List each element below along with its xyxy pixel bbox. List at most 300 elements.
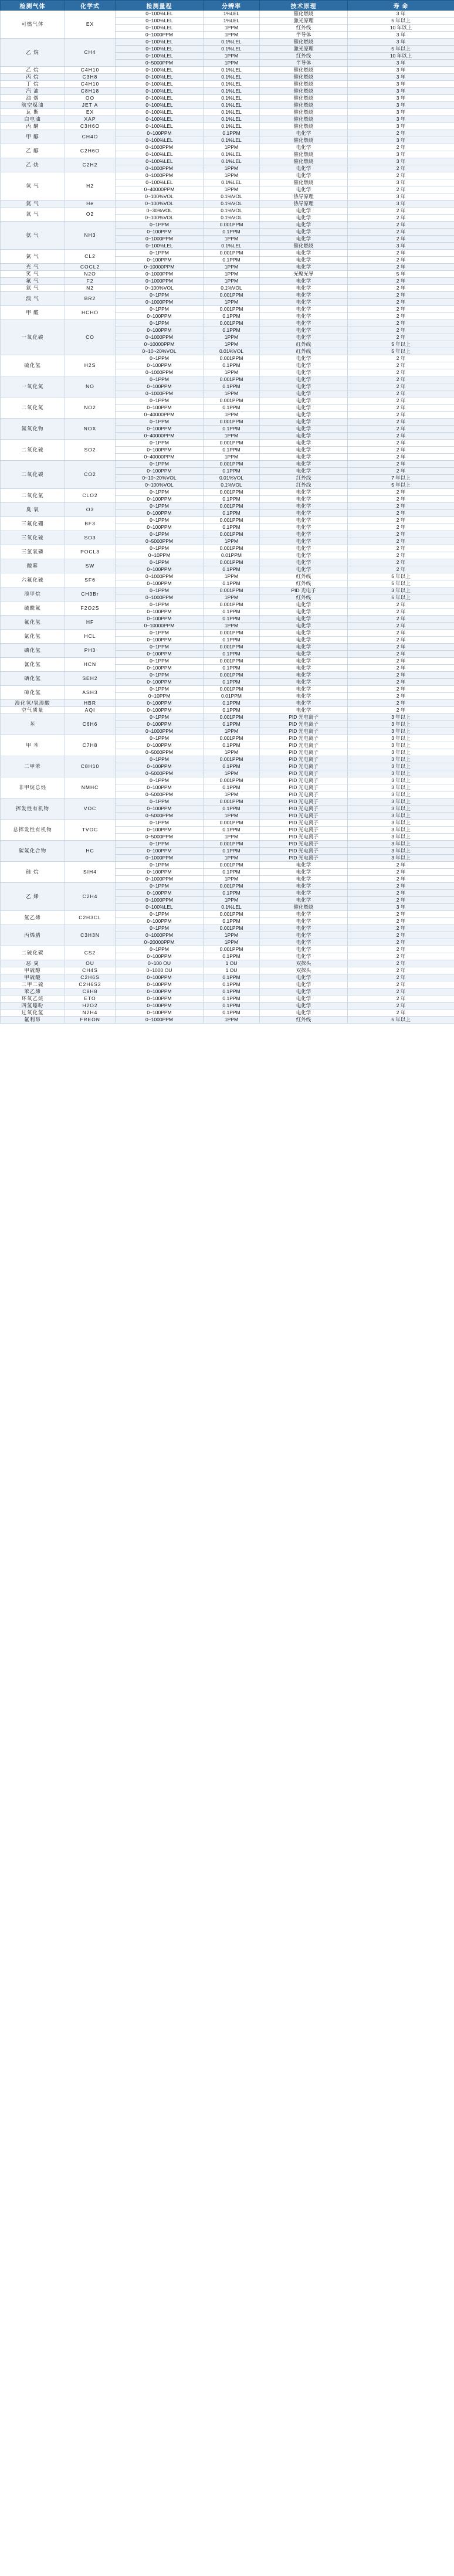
cell-chemical-formula: C3H6O (65, 123, 116, 130)
cell-chemical-formula: ETO (65, 995, 116, 1002)
cell-gas-name: 白电油 (1, 116, 65, 123)
cell-resolution: 0.001PPM (204, 461, 260, 468)
table-row (1, 102, 454, 109)
cell-range: 0~100%LEL (116, 74, 204, 81)
cell-resolution: 1PPM (204, 264, 260, 271)
cell-resolution: 0.1%LEL (204, 88, 260, 95)
cell-gas-name: 恶 臭 (1, 960, 65, 967)
cell-resolution: 0.1%LEL (204, 81, 260, 88)
cell-lifetime: 2 年 (348, 890, 454, 897)
cell-chemical-formula: C8H8 (65, 988, 116, 995)
cell-range: 0~100%LEL (116, 81, 204, 88)
cell-resolution: 1PPM (204, 834, 260, 841)
table-row (1, 820, 454, 827)
cell-resolution: 0.1%LEL (204, 67, 260, 74)
cell-resolution: 1PPM (204, 390, 260, 397)
cell-resolution: 0.1PPM (204, 362, 260, 369)
cell-technology: 电化学 (260, 700, 348, 707)
cell-gas-name: 油 烟 (1, 95, 65, 102)
cell-resolution: 0.1PPM (204, 229, 260, 236)
cell-gas-name: 三氟化硼 (1, 517, 65, 531)
cell-resolution: 0.001PPM (204, 862, 260, 869)
cell-technology: PID 光电离子 (260, 798, 348, 806)
cell-gas-name: 非甲烷总烃 (1, 777, 65, 798)
cell-resolution: 0.001PPM (204, 517, 260, 524)
cell-technology: 电化学 (260, 186, 348, 193)
cell-technology: 电化学 (260, 939, 348, 946)
table-row (1, 67, 454, 74)
cell-chemical-formula: ASH3 (65, 686, 116, 700)
cell-resolution: 0.1PPM (204, 510, 260, 517)
cell-range: 0~5000PPM (116, 538, 204, 545)
cell-technology: 电化学 (260, 665, 348, 672)
cell-technology: 电化学 (260, 496, 348, 503)
cell-range: 0~100PPM (116, 869, 204, 876)
cell-resolution: 1PPM (204, 25, 260, 32)
cell-lifetime: 10 年以上 (348, 53, 454, 60)
cell-lifetime: 2 年 (348, 383, 454, 390)
cell-technology: 电化学 (260, 693, 348, 700)
cell-range: 0~100PPM (116, 496, 204, 503)
cell-gas-name: 氯乙烯 (1, 911, 65, 925)
cell-chemical-formula: N2H4 (65, 1010, 116, 1017)
cell-gas-name: 碳氢化合物 (1, 841, 65, 862)
cell-gas-name: 氯化氢 (1, 630, 65, 644)
cell-range: 0~1PPM (116, 461, 204, 468)
cell-range: 0~1000PPM (116, 728, 204, 735)
cell-technology: 电化学 (260, 362, 348, 369)
cell-resolution: 0.01PPM (204, 552, 260, 559)
cell-technology: 电化学 (260, 215, 348, 222)
cell-gas-name: 六氟化硫 (1, 573, 65, 587)
cell-lifetime: 3 年 (348, 39, 454, 46)
cell-technology: 电化学 (260, 412, 348, 419)
cell-technology: 电化学 (260, 883, 348, 890)
cell-gas-name: 丁 烷 (1, 81, 65, 88)
cell-technology: 电化学 (260, 440, 348, 447)
cell-technology: 电化学 (260, 531, 348, 538)
cell-range: 0~100%LEL (116, 123, 204, 130)
cell-lifetime: 2 年 (348, 489, 454, 496)
cell-technology: 电化学 (260, 911, 348, 918)
table-row (1, 1010, 454, 1017)
cell-gas-name: 溴甲烷 (1, 587, 65, 601)
cell-lifetime: 2 年 (348, 257, 454, 264)
cell-resolution: 0.1%VOL (204, 215, 260, 222)
cell-resolution: 1PPM (204, 538, 260, 545)
cell-range: 0~1PPM (116, 292, 204, 299)
cell-resolution: 1PPM (204, 791, 260, 798)
cell-lifetime: 3 年以上 (348, 587, 454, 594)
cell-resolution: 0.1PPM (204, 869, 260, 876)
cell-lifetime: 3 年 (348, 11, 454, 18)
cell-range: 0~100%LEL (116, 11, 204, 18)
cell-lifetime: 2 年 (348, 707, 454, 714)
cell-lifetime: 2 年 (348, 461, 454, 468)
cell-resolution: 0.1PPM (204, 1010, 260, 1017)
cell-range: 0~1PPM (116, 419, 204, 426)
cell-range: 0~5000PPM (116, 791, 204, 798)
table-row (1, 573, 454, 580)
cell-range: 0~100PPM (116, 327, 204, 334)
cell-technology: 电化学 (260, 320, 348, 327)
cell-range: 0~100PPM (116, 229, 204, 236)
cell-lifetime: 3 年 (348, 158, 454, 165)
cell-lifetime: 3 年以上 (348, 735, 454, 742)
cell-lifetime: 2 年 (348, 236, 454, 243)
cell-gas-name: 氮氧化物 (1, 419, 65, 440)
cell-range: 0~1000PPM (116, 144, 204, 151)
cell-gas-name: 空气质量 (1, 707, 65, 714)
cell-technology: 红外线 (260, 53, 348, 60)
cell-range: 0~1PPM (116, 644, 204, 651)
cell-range: 0~100PPM (116, 995, 204, 1002)
cell-range: 0~100%VOL (116, 200, 204, 208)
cell-technology: 电化学 (260, 524, 348, 531)
cell-lifetime: 2 年 (348, 397, 454, 405)
cell-range: 0~100PPM (116, 580, 204, 587)
cell-technology: 电化学 (260, 334, 348, 341)
cell-range: 0~100PPM (116, 974, 204, 981)
cell-chemical-formula: H2 (65, 172, 116, 200)
cell-technology: 催化燃烧 (260, 243, 348, 250)
cell-lifetime: 2 年 (348, 869, 454, 876)
cell-range: 0~1PPM (116, 820, 204, 827)
cell-lifetime: 5 年以上 (348, 594, 454, 601)
cell-technology: 电化学 (260, 236, 348, 243)
cell-technology: 电化学 (260, 630, 348, 637)
cell-chemical-formula: C8H10 (65, 756, 116, 777)
cell-technology: PID 光电离子 (260, 735, 348, 742)
cell-lifetime: 2 年 (348, 278, 454, 285)
cell-technology: 电化学 (260, 953, 348, 960)
cell-technology: 电化学 (260, 503, 348, 510)
cell-chemical-formula: C8H18 (65, 88, 116, 95)
cell-chemical-formula: N2O (65, 271, 116, 278)
cell-range: 0~100PPM (116, 988, 204, 995)
cell-technology: PID 光电离子 (260, 806, 348, 813)
cell-resolution: 0.1PPM (204, 918, 260, 925)
cell-technology: 催化燃烧 (260, 179, 348, 186)
cell-lifetime: 3 年以上 (348, 791, 454, 798)
cell-gas-name: 四氢噻吩 (1, 1002, 65, 1010)
cell-technology: 电化学 (260, 306, 348, 313)
table-row (1, 672, 454, 679)
cell-technology: 激光原理 (260, 46, 348, 53)
cell-technology: 电化学 (260, 433, 348, 440)
cell-resolution: 0.1PPM (204, 637, 260, 644)
cell-resolution: 1PPM (204, 623, 260, 630)
cell-technology: 催化燃烧 (260, 109, 348, 116)
cell-resolution: 0.001PPM (204, 644, 260, 651)
cell-resolution: 0.1PPM (204, 447, 260, 454)
cell-chemical-formula: He (65, 200, 116, 208)
cell-gas-name: 乙 炔 (1, 158, 65, 172)
cell-range: 0~100PPM (116, 405, 204, 412)
cell-chemical-formula: BR2 (65, 292, 116, 306)
cell-lifetime: 3 年以上 (348, 841, 454, 848)
cell-lifetime: 2 年 (348, 524, 454, 531)
cell-resolution: 1PPM (204, 334, 260, 341)
cell-lifetime: 2 年 (348, 327, 454, 334)
table-header-row (1, 1, 454, 11)
cell-chemical-formula: SW (65, 559, 116, 573)
cell-technology: PID 光电离子 (260, 855, 348, 862)
cell-technology: PID 光电离子 (260, 763, 348, 770)
cell-range: 0~100PPM (116, 566, 204, 573)
table-row (1, 95, 454, 102)
cell-lifetime: 2 年 (348, 285, 454, 292)
cell-range: 0~1PPM (116, 756, 204, 763)
cell-resolution: 0.001PPM (204, 630, 260, 637)
cell-lifetime: 2 年 (348, 433, 454, 440)
cell-technology: 电化学 (260, 552, 348, 559)
cell-chemical-formula: F2 (65, 278, 116, 285)
cell-gas-name: 一氧化氮 (1, 376, 65, 397)
cell-technology: 电化学 (260, 672, 348, 679)
cell-technology: PID 光电离子 (260, 784, 348, 791)
cell-range: 0~100%LEL (116, 116, 204, 123)
cell-resolution: 0.1%VOL (204, 200, 260, 208)
cell-technology: 红外线 (260, 580, 348, 587)
cell-range: 0~1PPM (116, 222, 204, 229)
cell-lifetime: 3 年 (348, 116, 454, 123)
cell-technology: 电化学 (260, 369, 348, 376)
cell-technology: 电化学 (260, 981, 348, 988)
cell-resolution: 0.1%LEL (204, 39, 260, 46)
cell-range: 0~100%LEL (116, 25, 204, 32)
table-row (1, 841, 454, 848)
cell-technology: 电化学 (260, 637, 348, 644)
cell-resolution: 0.1PPM (204, 806, 260, 813)
cell-lifetime: 2 年 (348, 946, 454, 953)
cell-lifetime: 2 年 (348, 292, 454, 299)
cell-lifetime: 2 年 (348, 419, 454, 426)
cell-technology: 电化学 (260, 862, 348, 869)
cell-range: 0~10000PPM (116, 623, 204, 630)
cell-technology: 电化学 (260, 686, 348, 693)
cell-range: 0~100PPM (116, 313, 204, 320)
cell-technology: 电化学 (260, 974, 348, 981)
cell-chemical-formula: HBR (65, 700, 116, 707)
table-row (1, 461, 454, 468)
cell-chemical-formula: C2H4 (65, 883, 116, 911)
cell-range: 0~100PPM (116, 918, 204, 925)
cell-resolution: 0.001PPM (204, 419, 260, 426)
table-row (1, 39, 454, 46)
cell-technology: 电化学 (260, 651, 348, 658)
cell-range: 0~1PPM (116, 306, 204, 313)
cell-technology: 半导体 (260, 60, 348, 67)
cell-resolution: 0.1PPM (204, 890, 260, 897)
cell-lifetime: 2 年 (348, 215, 454, 222)
table-row (1, 292, 454, 299)
cell-lifetime: 5 年 (348, 271, 454, 278)
cell-lifetime: 3 年 (348, 123, 454, 130)
cell-range: 0~1000PPM (116, 594, 204, 601)
cell-technology: 红外线 (260, 348, 348, 355)
cell-technology: 电化学 (260, 1010, 348, 1017)
cell-resolution: 0.1%LEL (204, 243, 260, 250)
cell-range: 0~100PPM (116, 1002, 204, 1010)
cell-technology: 电化学 (260, 1002, 348, 1010)
cell-range: 0~100PPM (116, 981, 204, 988)
cell-gas-name: 二甲二硫 (1, 981, 65, 988)
cell-technology: 电化学 (260, 679, 348, 686)
cell-technology: 催化燃烧 (260, 39, 348, 46)
cell-technology: PID 光电离子 (260, 777, 348, 784)
cell-lifetime: 3 年以上 (348, 848, 454, 855)
cell-resolution: 0.01%VOL (204, 475, 260, 482)
cell-resolution: 0.1%LEL (204, 137, 260, 144)
cell-gas-name: 过氧化氢 (1, 1010, 65, 1017)
cell-technology: 电化学 (260, 890, 348, 897)
cell-resolution: 0.001PPM (204, 545, 260, 552)
cell-lifetime: 10 年以上 (348, 25, 454, 32)
cell-range: 0~1000PPM (116, 369, 204, 376)
cell-lifetime: 2 年 (348, 658, 454, 665)
cell-resolution: 1PPM (204, 32, 260, 39)
cell-lifetime: 2 年 (348, 932, 454, 939)
cell-range: 0~1PPM (116, 559, 204, 566)
cell-resolution: 0.1PPM (204, 130, 260, 137)
cell-resolution: 0.001PPM (204, 686, 260, 693)
cell-range: 0~100%LEL (116, 46, 204, 53)
cell-resolution: 1PPM (204, 271, 260, 278)
cell-technology: 电化学 (260, 658, 348, 665)
cell-resolution: 0.001PPM (204, 222, 260, 229)
cell-range: 0~5000PPM (116, 813, 204, 820)
cell-resolution: 0.1PPM (204, 383, 260, 390)
table-row (1, 200, 454, 208)
cell-chemical-formula: C2H6S2 (65, 981, 116, 988)
cell-resolution: 1PPM (204, 728, 260, 735)
cell-technology: 电化学 (260, 172, 348, 179)
cell-resolution: 1PPM (204, 186, 260, 193)
cell-resolution: 0.1PPM (204, 609, 260, 616)
cell-lifetime: 3 年 (348, 109, 454, 116)
cell-range: 0~1000PPM (116, 876, 204, 883)
table-row (1, 397, 454, 405)
cell-technology: 电化学 (260, 208, 348, 215)
cell-range: 0~100%LEL (116, 95, 204, 102)
cell-gas-name: 瓦 斯 (1, 109, 65, 116)
cell-gas-name: 硫酰氟 (1, 601, 65, 616)
cell-lifetime: 2 年 (348, 165, 454, 172)
cell-resolution: 1%LEL (204, 11, 260, 18)
cell-resolution: 0.1%LEL (204, 123, 260, 130)
cell-range: 0~100%LEL (116, 151, 204, 158)
cell-resolution: 0.1PPM (204, 327, 260, 334)
cell-technology: 双探头 (260, 960, 348, 967)
cell-range: 0~1000PPM (116, 334, 204, 341)
cell-range: 0~100%LEL (116, 18, 204, 25)
cell-lifetime: 2 年 (348, 440, 454, 447)
table-row (1, 658, 454, 665)
cell-range: 0~100PPM (116, 447, 204, 454)
cell-technology: 电化学 (260, 222, 348, 229)
cell-chemical-formula: CH4 (65, 39, 116, 67)
cell-chemical-formula: CH4O (65, 130, 116, 144)
cell-lifetime: 3 年 (348, 904, 454, 911)
cell-technology: 电化学 (260, 447, 348, 454)
cell-lifetime: 5 年以上 (348, 46, 454, 53)
cell-resolution: 0.1%VOL (204, 285, 260, 292)
cell-chemical-formula: COCL2 (65, 264, 116, 271)
cell-lifetime: 2 年 (348, 876, 454, 883)
cell-lifetime: 3 年 (348, 81, 454, 88)
cell-resolution: 0.001PPM (204, 946, 260, 953)
cell-chemical-formula: XAP (65, 116, 116, 123)
cell-gas-name: 氦 气 (1, 200, 65, 208)
cell-technology: 电化学 (260, 517, 348, 524)
table-row (1, 285, 454, 292)
cell-lifetime: 3 年 (348, 102, 454, 109)
cell-range: 0~100PPM (116, 784, 204, 791)
cell-range: 0~10~20%VOL (116, 348, 204, 355)
cell-range: 0~1000PPM (116, 932, 204, 939)
cell-range: 0~100PPM (116, 742, 204, 749)
header-range: 检测量程 (116, 1, 204, 11)
cell-gas-name: 丙 烷 (1, 74, 65, 81)
cell-gas-name: 酸雾 (1, 559, 65, 573)
cell-technology: 电化学 (260, 292, 348, 299)
cell-range: 0~100%LEL (116, 39, 204, 46)
cell-range: 0~100PPM (116, 848, 204, 855)
cell-range: 0~1PPM (116, 658, 204, 665)
cell-gas-name: 三氯氧磷 (1, 545, 65, 559)
cell-technology: PID 光电离子 (260, 827, 348, 834)
cell-range: 0~100PPM (116, 524, 204, 531)
cell-lifetime: 2 年 (348, 130, 454, 137)
cell-lifetime: 2 年 (348, 939, 454, 946)
cell-lifetime: 2 年 (348, 981, 454, 988)
cell-resolution: 1PPM (204, 341, 260, 348)
cell-range: 0~100PPM (116, 651, 204, 658)
cell-range: 0~1PPM (116, 841, 204, 848)
cell-gas-name: 丙烯腈 (1, 925, 65, 946)
cell-gas-name: 二氧化硫 (1, 440, 65, 461)
cell-lifetime: 2 年 (348, 208, 454, 215)
cell-lifetime: 2 年 (348, 700, 454, 707)
table-row (1, 517, 454, 524)
cell-technology: 电化学 (260, 327, 348, 334)
cell-technology: 电化学 (260, 707, 348, 714)
cell-range: 0~100PPM (116, 257, 204, 264)
cell-technology: 半导体 (260, 32, 348, 39)
cell-resolution: 0.1PPM (204, 566, 260, 573)
cell-range: 0~1000PPM (116, 236, 204, 243)
table-row (1, 616, 454, 623)
cell-lifetime: 3 年以上 (348, 777, 454, 784)
table-row (1, 440, 454, 447)
cell-resolution: 0.001PPM (204, 841, 260, 848)
cell-resolution: 1PPM (204, 144, 260, 151)
cell-resolution: 1PPM (204, 433, 260, 440)
header-lifetime: 寿 命 (348, 1, 454, 11)
cell-lifetime: 2 年 (348, 517, 454, 524)
cell-technology: 催化燃烧 (260, 904, 348, 911)
cell-range: 0~1PPM (116, 531, 204, 538)
cell-technology: 电化学 (260, 559, 348, 566)
cell-technology: 电化学 (260, 897, 348, 904)
table-row (1, 862, 454, 869)
cell-range: 0~1PPM (116, 911, 204, 918)
table-row (1, 798, 454, 806)
cell-chemical-formula: TVOC (65, 820, 116, 841)
cell-chemical-formula: N2 (65, 285, 116, 292)
cell-lifetime: 2 年 (348, 412, 454, 419)
